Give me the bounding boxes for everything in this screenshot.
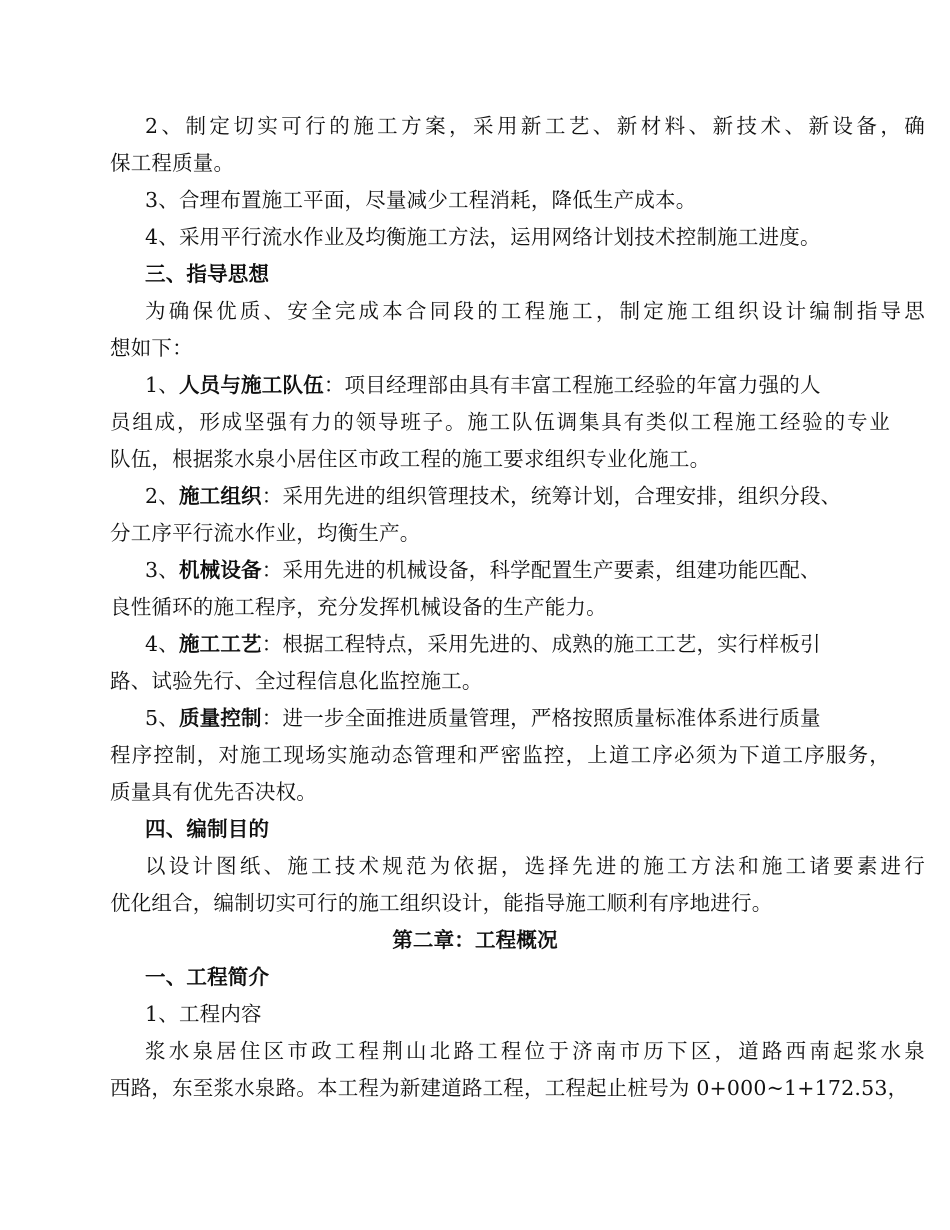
paragraph-line: 以设计图纸、施工技术规范为依据，选择先进的施工方法和施工诸要素进行 — [145, 854, 925, 878]
paragraph-line: 分工序平行流水作业，均衡生产。 — [110, 521, 421, 545]
paragraph-line — [145, 483, 925, 509]
item-number: 2、 — [145, 484, 179, 508]
paragraph-line: 想如下： — [110, 336, 193, 360]
item-text: ：进一步全面推进质量管理，严格按照质量标准体系进行质量 — [261, 706, 821, 730]
item-text: ：根据工程特点，采用先进的、成熟的施工工艺，实行样板引 — [261, 632, 821, 656]
chapter-title: 第二章：工程概况 — [392, 928, 558, 952]
paragraph-line — [145, 557, 925, 583]
item-text: ：采用先进的组织管理技术，统筹计划，合理安排，组织分段、 — [261, 484, 842, 508]
paragraph-line: 1、工程内容 — [145, 1002, 262, 1026]
paragraph-line — [145, 705, 925, 731]
paragraph-line: 3、合理布置施工平面，尽量减少工程消耗，降低生产成本。 — [145, 188, 697, 212]
paragraph-line: 2、制定切实可行的施工方案，采用新工艺、新材料、新技术、新设备，确 — [145, 114, 925, 138]
paragraph-line — [145, 631, 925, 657]
paragraph-line: 员组成，形成坚强有力的领导班子。施工队伍调集具有类似工程施工经验的专业 — [110, 410, 890, 434]
section-heading: 一、工程简介 — [145, 965, 270, 989]
section-heading: 四、编制目的 — [145, 817, 270, 841]
item-label: 人员与施工队伍 — [178, 373, 324, 397]
item-text: ：项目经理部由具有丰富工程施工经验的年富力强的人 — [323, 373, 821, 397]
item-number: 1、 — [145, 373, 179, 397]
item-number: 3、 — [145, 558, 179, 582]
item-label: 施工工艺 — [178, 632, 262, 656]
paragraph-line: 为确保优质、安全完成本合同段的工程施工，制定施工组织设计编制指导思 — [145, 299, 925, 323]
paragraph-line: 保工程质量。 — [110, 151, 235, 175]
paragraph-line: 良性循环的施工程序，充分发挥机械设备的生产能力。 — [110, 595, 607, 619]
section-heading: 三、指导思想 — [145, 262, 270, 286]
paragraph-line: 程序控制，对施工现场实施动态管理和严密监控，上道工序必须为下道工序服务， — [110, 743, 890, 767]
paragraph-line: 质量具有优先否决权。 — [110, 780, 317, 804]
paragraph-line: 队伍，根据浆水泉小居住区市政工程的施工要求组织专业化施工。 — [110, 447, 711, 471]
paragraph-line — [145, 372, 925, 398]
item-text: ：采用先进的机械设备，科学配置生产要素，组建功能匹配、 — [261, 558, 821, 582]
paragraph-line: 西路，东至浆水泉路。本工程为新建道路工程，工程起止桩号为 0+000~1+172.53， — [110, 1076, 909, 1100]
paragraph-line: 浆水泉居住区市政工程荆山北路工程位于济南市历下区，道路西南起浆水泉 — [145, 1039, 925, 1063]
item-label: 机械设备 — [178, 558, 262, 582]
paragraph-line: 优化组合，编制切实可行的施工组织设计，能指导施工顺利有序地进行。 — [110, 891, 773, 915]
item-label: 质量控制 — [178, 706, 262, 730]
item-label: 施工组织 — [178, 484, 262, 508]
item-number: 4、 — [145, 632, 179, 656]
paragraph-line: 4、采用平行流水作业及均衡施工方法，运用网络计划技术控制施工进度。 — [145, 225, 821, 249]
item-number: 5、 — [145, 706, 179, 730]
paragraph-line: 路、试验先行、全过程信息化监控施工。 — [110, 669, 483, 693]
